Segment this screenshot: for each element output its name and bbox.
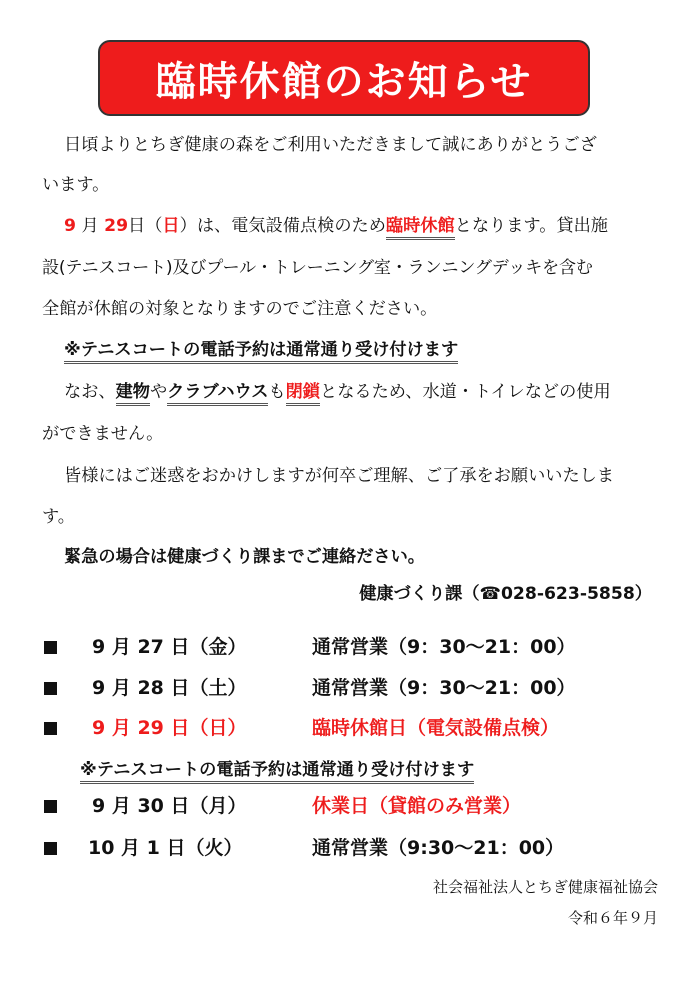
closure-highlight: 臨時休館 — [386, 216, 455, 240]
para3-mo: も — [268, 382, 286, 402]
notice-day: 29 — [104, 216, 129, 236]
para3-line1 — [64, 380, 611, 404]
schedule-status-3: 臨時休館日（電気設備点検） — [312, 717, 560, 739]
text-before-highlight: は、電気設備点検のため — [196, 216, 386, 236]
para2-line2: 設(テニスコート)及びプール・トレーニング室・ランニングデッキを含む — [42, 258, 593, 278]
closed-word: 閉鎖 — [286, 382, 320, 406]
schedule-status-2: 通常営業（9：30～21：00） — [312, 677, 576, 699]
weekday-close: ） — [179, 216, 197, 236]
month-unit: 月 — [81, 216, 99, 236]
clubhouse-word: クラブハウス — [167, 382, 268, 406]
para4-line1: 皆様にはご迷惑をおかけしますが何卒ご理解、ご了承をお願いいたしま — [64, 466, 615, 486]
schedule-date-1: 9 月 27 日（金） — [92, 636, 247, 658]
text-after-highlight: となります。貸出施 — [454, 216, 608, 236]
para2-line1 — [64, 214, 608, 238]
notice-weekday: 日 — [162, 216, 180, 236]
para3-post: となるため、水道・トイレなどの使用 — [320, 382, 611, 402]
bullet-square — [44, 641, 57, 654]
issue-date: 令和６年９月 — [567, 909, 658, 927]
organization-name: 社会福祉法人とちぎ健康福祉協会 — [432, 878, 658, 896]
para1-line2: います。 — [42, 175, 110, 195]
para3-ya: や — [149, 382, 168, 402]
schedule-status-1: 通常営業（9：30～21：00） — [312, 636, 576, 658]
tennis-note-1 — [64, 338, 458, 362]
para3-pre: なお、 — [64, 382, 116, 402]
contact-info: 健康づくり課（☎028-623-5858） — [359, 584, 652, 604]
schedule-date-4: 9 月 30 日（月） — [92, 795, 247, 817]
title-banner — [98, 40, 590, 116]
schedule-date-3: 9 月 29 日（日） — [92, 717, 247, 739]
page-title: 臨時休館のお知らせ — [155, 58, 533, 105]
para2-line3: 全館が休館の対象となりますのでご注意ください。 — [42, 299, 438, 319]
schedule-date-2: 9 月 28 日（土） — [92, 677, 247, 699]
bullet-square — [44, 722, 57, 735]
bullet-square — [44, 682, 57, 695]
para4-line2: す。 — [42, 507, 75, 527]
day-unit: 日（ — [128, 216, 163, 236]
para3-line2: ができません。 — [42, 424, 164, 444]
para1-line1: 日頃よりとちぎ健康の森をご利用いただきまして誠にありがとうござ — [64, 135, 597, 155]
tennis-note-2-text: ※テニスコートの電話予約は通常通り受け付けます — [80, 760, 474, 784]
building-word: 建物 — [116, 382, 150, 406]
tennis-note-2 — [80, 758, 474, 782]
schedule-status-5: 通常営業（9:30～21：00） — [312, 837, 565, 859]
bullet-square — [44, 842, 57, 855]
tennis-note-1-text: ※テニスコートの電話予約は通常通り受け付けます — [64, 340, 458, 364]
bullet-square — [44, 800, 57, 813]
schedule-date-5: 10 月 1 日（火） — [88, 837, 243, 859]
notice-month: 9 — [64, 216, 76, 236]
schedule-status-4: 休業日（貸館のみ営業） — [312, 795, 522, 817]
emergency-note: 緊急の場合は健康づくり課までご連絡ださい。 — [64, 547, 425, 567]
